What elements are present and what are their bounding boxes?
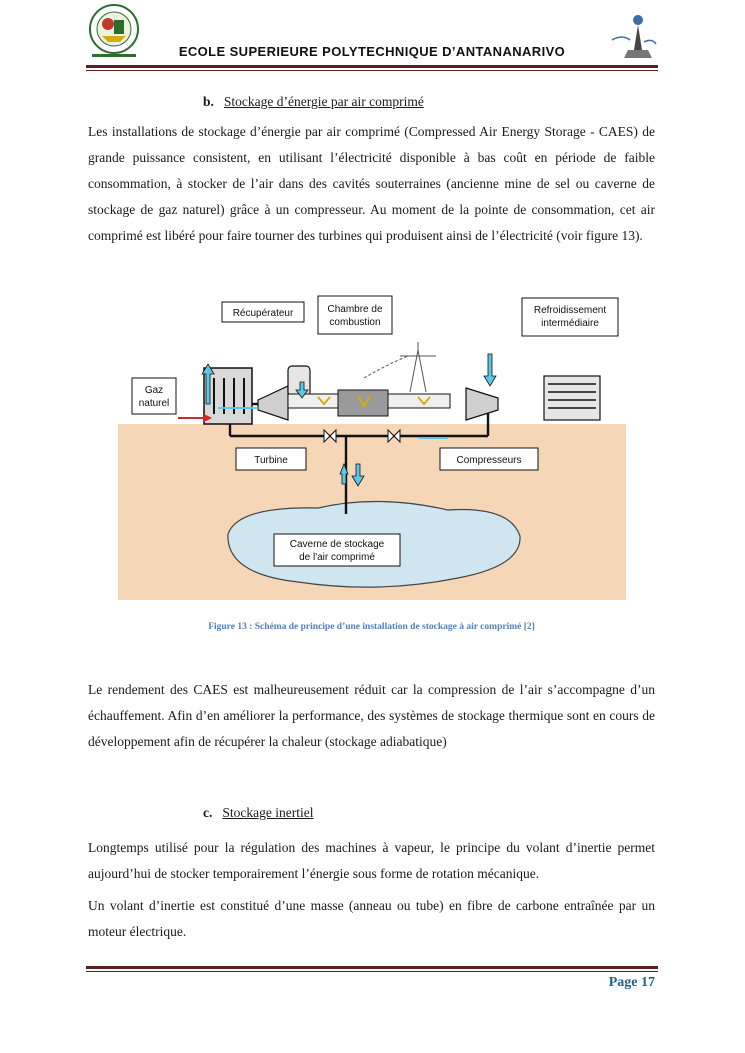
label-cavern-2: de l'air comprimé (299, 552, 375, 563)
recuperator-unit (204, 368, 252, 424)
label-gas-1: Gaz (144, 385, 164, 396)
label-cooling-1: Refroidissement (533, 305, 607, 316)
page-number: Page 17 (608, 975, 655, 990)
page-header (86, 0, 658, 72)
section-title: Stockage inertiel (222, 805, 314, 820)
header-rule (86, 65, 658, 68)
label-cavern-1: Caverne de stockage (289, 539, 385, 550)
paragraph-caes: Les installations de stockage d’énergie par air comprimé (Compressed Air Energy Storage - CAES) de grande puissance consistent, en utilisant l’électricité disponible à bas coût en période de faible consommation, à stocker de l’air dans des cavités souterraines (ancienne mine de sel ou caverne de stockage de gaz naturel) grâce à un compresseur. Au moment de la pointe de consommation, cet air comprimé est libéré pour faire tourner des turbines qui produisent ainsi de l’électricité (voir figure 13). (88, 124, 655, 243)
section-number: c. (203, 805, 213, 820)
figure-caption: Figure 13 : Schéma de principe d’une installation de stockage à air comprimé [2] (208, 622, 535, 632)
section-title: Stockage d’énergie par air comprimé (223, 94, 424, 109)
turbine-shape (258, 386, 288, 420)
school-name: ECOLE SUPERIEURE POLYTECHNIQUE D’ANTANANARIVO (178, 44, 566, 59)
label-turbine: Turbine (254, 455, 288, 466)
paragraph-flywheel-1: Longtemps utilisé pour la régulation des machines à vapeur, le principe du volant d’inertie permet aujourd’hui de stocker temporairement l’énergie sous forme de rotation mécanique. (88, 840, 655, 881)
compressor-shape (466, 388, 498, 420)
paragraph-flywheel-2: Un volant d’inertie est constitué d’une masse (anneau ou tube) en fibre de carbone entraînée par un moteur électrique. (88, 898, 655, 939)
section-heading-b (203, 94, 424, 110)
caes-diagram (118, 294, 626, 600)
label-recuperator: Récupérateur (232, 308, 294, 319)
section-heading-c (203, 805, 313, 821)
footer-rule-thin (86, 971, 658, 972)
intercooler-unit (544, 376, 600, 420)
label-cooling-2: intermédiaire (541, 318, 599, 329)
section-number: b. (203, 94, 214, 109)
label-compressors: Compresseurs (456, 455, 522, 466)
header-rule-thin (86, 70, 658, 71)
label-combustion-2: combustion (329, 317, 381, 328)
department-logo (608, 10, 658, 62)
paragraph-efficiency: Le rendement des CAES est malheureusement réduit car la compression de l’air s’accompagne d’un échauffement. Afin d’en améliorer la performance, des systèmes de stockage thermique sont en cours de développement afin de récupérer la chaleur (stockage adiabatique) (88, 682, 655, 749)
label-gas-2: naturel (138, 398, 170, 409)
footer-rule (86, 966, 658, 969)
label-combustion-1: Chambre de (327, 304, 383, 315)
pylon (364, 342, 436, 392)
